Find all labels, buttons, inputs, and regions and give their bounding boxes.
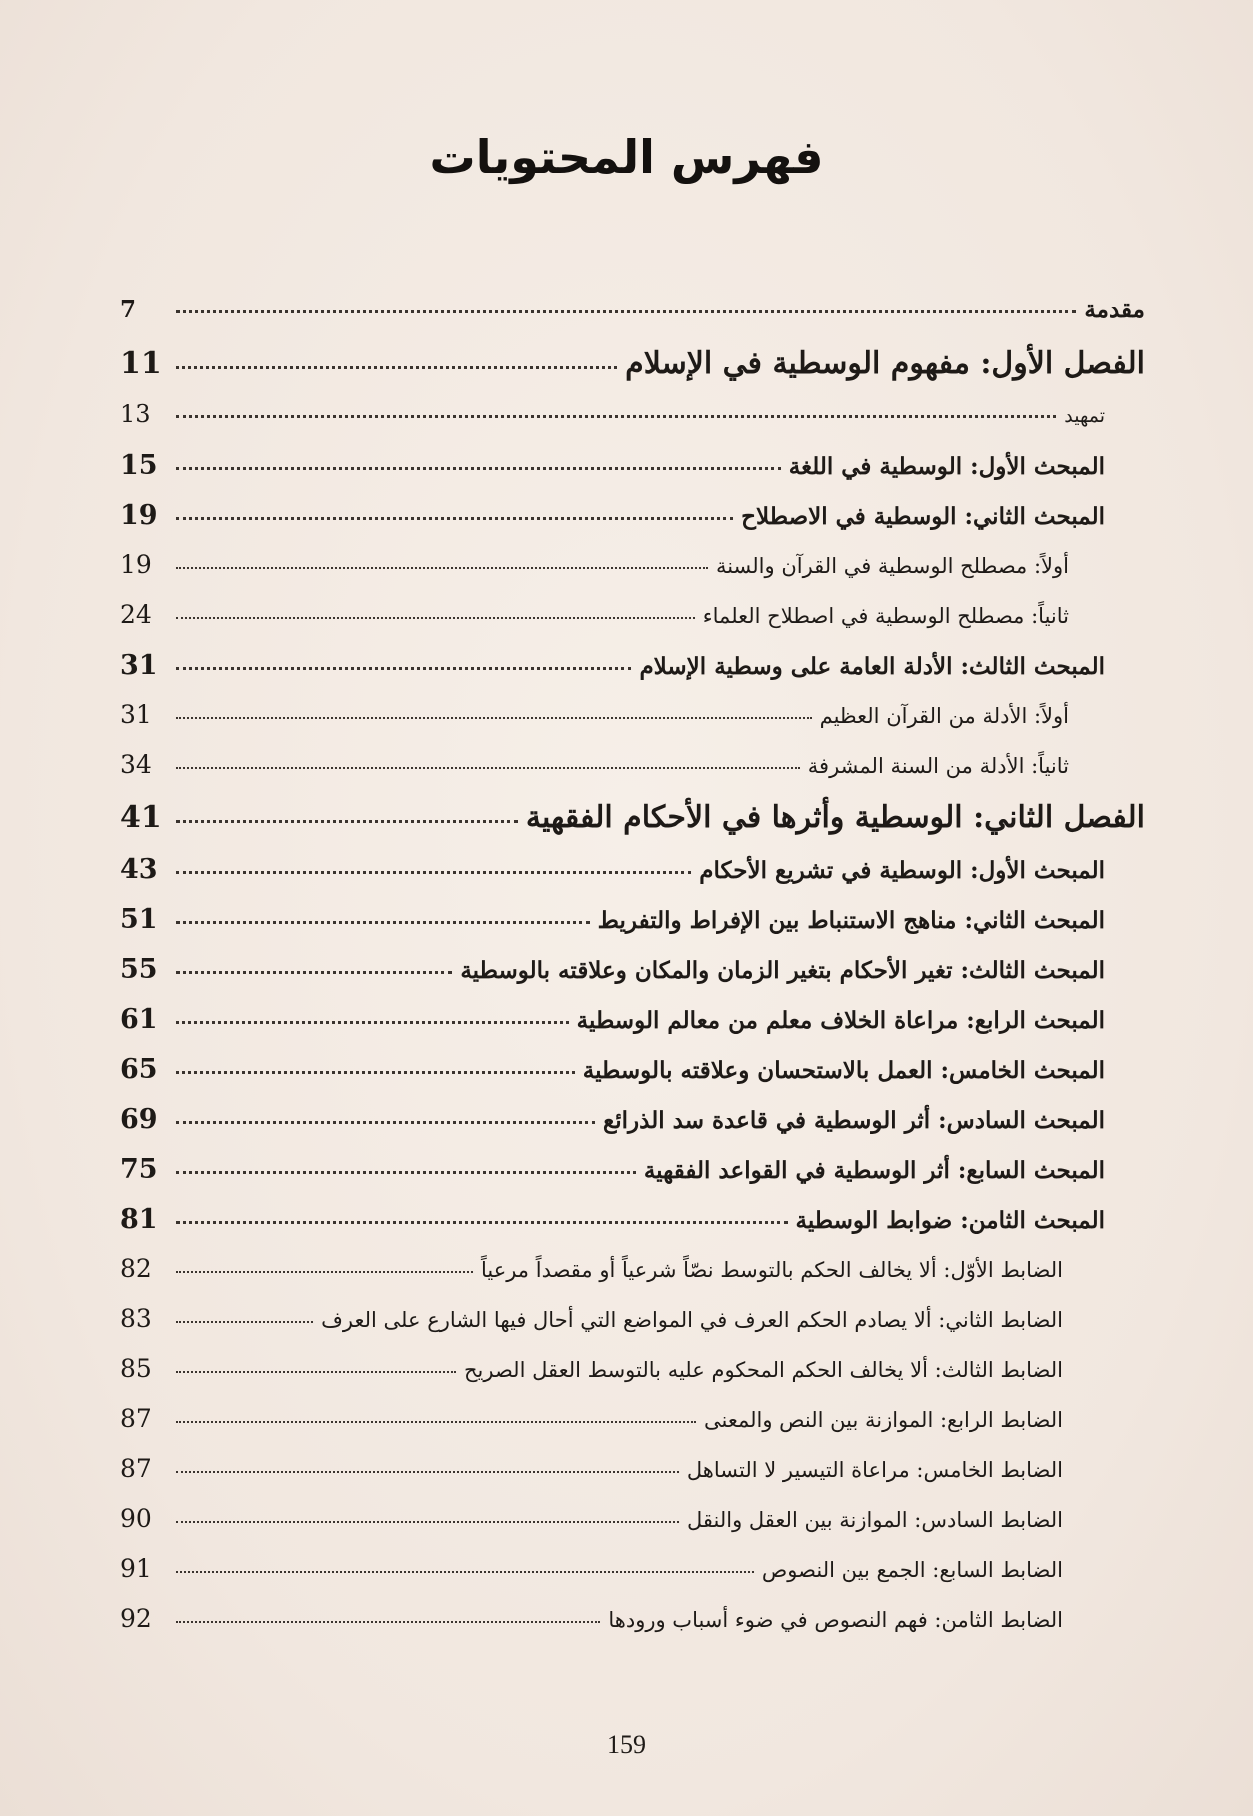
toc-entry-title: المبحث الخامس: العمل بالاستحسان وعلاقته بالوسطية: [582, 1057, 1105, 1084]
toc-entry-title: المبحث الأول: الوسطية في اللغة: [788, 453, 1105, 480]
dot-leader: [176, 820, 518, 823]
toc-entry-title: المبحث السابع: أثر الوسطية في القواعد الفقهية: [643, 1157, 1105, 1184]
dot-leader: [176, 1571, 754, 1573]
toc-entry-page: 11: [120, 346, 162, 381]
page-title: فهرس المحتويات: [429, 130, 824, 184]
toc-entry: [120, 904, 1145, 954]
toc-entry: [120, 954, 1145, 1004]
toc-entry-page: 65: [120, 1054, 158, 1085]
dot-leader: [176, 1321, 313, 1323]
toc-entry-page: 7: [120, 296, 137, 323]
toc-entry-title: الضابط السادس: الموازنة بين العقل والنقل: [686, 1508, 1063, 1532]
dot-leader: [176, 1521, 679, 1523]
dot-leader: [176, 1371, 456, 1373]
toc-entry-title: الضابط الثامن: فهم النصوص في ضوء أسباب ورودها: [608, 1608, 1063, 1632]
toc-entry-title: المبحث الثالث: تغير الأحكام بتغير الزمان والمكان وعلاقته بالوسطية: [460, 957, 1105, 984]
toc-entry-title: المبحث الرابع: مراعاة الخلاف معلم من معالم الوسطية: [576, 1007, 1105, 1034]
dot-leader: [176, 310, 1076, 313]
toc-entry-page: 87: [120, 1454, 152, 1483]
toc-entry-title: الضابط الخامس: مراعاة التيسير لا التساهل: [686, 1458, 1063, 1482]
toc-entry: [120, 1504, 1145, 1554]
toc-entry: [120, 1304, 1145, 1354]
toc-entry-title: الضابط الثاني: ألا يصادم الحكم العرف في المواضع التي أحال فيها الشارع على العرف: [321, 1308, 1063, 1332]
dot-leader: [176, 1121, 595, 1124]
toc-entry: [120, 750, 1145, 800]
toc-entry-title: المبحث الأول: الوسطية في تشريع الأحكام: [699, 857, 1105, 884]
toc-entry: [120, 1554, 1145, 1604]
dot-leader: [176, 1471, 679, 1473]
toc-entry-page: 92: [120, 1604, 152, 1633]
toc-entry: [120, 1054, 1145, 1104]
toc-entry-title: ثانياً: مصطلح الوسطية في اصطلاح العلماء: [702, 604, 1069, 628]
toc-entry-page: 31: [120, 650, 158, 681]
dot-leader: [176, 366, 617, 369]
toc-entry: [120, 1104, 1145, 1154]
toc-entry-page: 82: [120, 1254, 152, 1283]
table-of-contents: [120, 296, 1145, 1654]
dot-leader: [176, 921, 590, 924]
toc-entry-page: 19: [120, 550, 152, 579]
toc-entry-title: ثانياً: الأدلة من السنة المشرفة: [807, 754, 1069, 778]
toc-entry: [120, 700, 1145, 750]
toc-entry-title: مقدمة: [1084, 296, 1145, 323]
toc-entry: [120, 854, 1145, 904]
page-number: 159: [607, 1730, 646, 1759]
toc-entry-page: 81: [120, 1204, 158, 1235]
toc-entry-title: أولاً: مصطلح الوسطية في القرآن والسنة: [715, 554, 1069, 578]
toc-entry-page: 41: [120, 800, 162, 835]
toc-entry-page: 43: [120, 854, 158, 885]
dot-leader: [176, 1071, 575, 1074]
dot-leader: [176, 415, 1056, 418]
toc-entry: [120, 400, 1145, 450]
toc-entry-title: أولاً: الأدلة من القرآن العظيم: [819, 704, 1069, 728]
toc-entry-page: 19: [120, 500, 158, 531]
toc-entry-page: 55: [120, 954, 158, 985]
dot-leader: [176, 871, 691, 874]
toc-entry: [120, 600, 1145, 650]
dot-leader: [176, 1221, 788, 1224]
toc-entry: [120, 1254, 1145, 1304]
toc-entry-page: 90: [120, 1504, 152, 1533]
toc-entry: [120, 1354, 1145, 1404]
toc-entry-title: الفصل الثاني: الوسطية وأثرها في الأحكام الفقهية: [525, 800, 1145, 835]
toc-entry-title: المبحث السادس: أثر الوسطية في قاعدة سد الذرائع: [603, 1107, 1105, 1134]
toc-entry: [120, 650, 1145, 700]
toc-entry: [120, 1404, 1145, 1454]
dot-leader: [176, 767, 800, 769]
dot-leader: [176, 717, 812, 719]
toc-entry: [120, 500, 1145, 550]
toc-entry-page: 69: [120, 1104, 158, 1135]
dot-leader: [176, 1621, 600, 1623]
toc-entry-page: 83: [120, 1304, 152, 1333]
toc-entry-page: 91: [120, 1554, 152, 1583]
toc-entry-title: المبحث الثامن: ضوابط الوسطية: [795, 1207, 1105, 1234]
toc-entry-page: 31: [120, 700, 152, 729]
toc-entry-title: الفصل الأول: مفهوم الوسطية في الإسلام: [625, 346, 1145, 381]
dot-leader: [176, 467, 781, 470]
toc-entry-page: 61: [120, 1004, 158, 1035]
toc-entry: [120, 450, 1145, 500]
dot-leader: [176, 617, 695, 619]
dot-leader: [176, 667, 631, 670]
dot-leader: [176, 1421, 696, 1423]
toc-entry: [120, 1454, 1145, 1504]
toc-entry: [120, 1154, 1145, 1204]
toc-entry: [120, 800, 1145, 854]
dot-leader: [176, 567, 708, 569]
toc-entry-title: الضابط الثالث: ألا يخالف الحكم المحكوم عليه بالتوسط العقل الصريح: [463, 1358, 1063, 1382]
toc-entry-page: 13: [120, 400, 151, 428]
toc-entry-page: 24: [120, 600, 152, 629]
toc-entry: [120, 296, 1145, 346]
toc-entry: [120, 1204, 1145, 1254]
toc-entry-page: 75: [120, 1154, 158, 1185]
toc-entry-title: الضابط السابع: الجمع بين النصوص: [761, 1558, 1063, 1582]
toc-entry-page: 85: [120, 1354, 152, 1383]
toc-entry-title: الضابط الرابع: الموازنة بين النص والمعنى: [704, 1408, 1063, 1432]
toc-entry: [120, 1004, 1145, 1054]
toc-entry-title: المبحث الثالث: الأدلة العامة على وسطية الإسلام: [639, 653, 1105, 680]
toc-entry-title: الضابط الأوّل: ألا يخالف الحكم بالتوسط نصّاً شرعياً أو مقصداً مرعياً: [480, 1258, 1063, 1282]
dot-leader: [176, 971, 452, 974]
toc-entry: [120, 1604, 1145, 1654]
toc-entry: [120, 346, 1145, 400]
toc-entry-title: تمهيد: [1064, 405, 1105, 427]
toc-entry-page: 15: [120, 450, 158, 481]
dot-leader: [176, 1171, 636, 1174]
dot-leader: [176, 1271, 473, 1273]
toc-entry-page: 34: [120, 750, 152, 779]
toc-entry-title: المبحث الثاني: مناهج الاستنباط بين الإفراط والتفريط: [597, 907, 1105, 934]
dot-leader: [176, 1021, 569, 1024]
toc-entry-page: 87: [120, 1404, 152, 1433]
toc-entry: [120, 550, 1145, 600]
toc-entry-title: المبحث الثاني: الوسطية في الاصطلاح: [741, 503, 1105, 530]
dot-leader: [176, 517, 733, 520]
toc-entry-page: 51: [120, 904, 158, 935]
